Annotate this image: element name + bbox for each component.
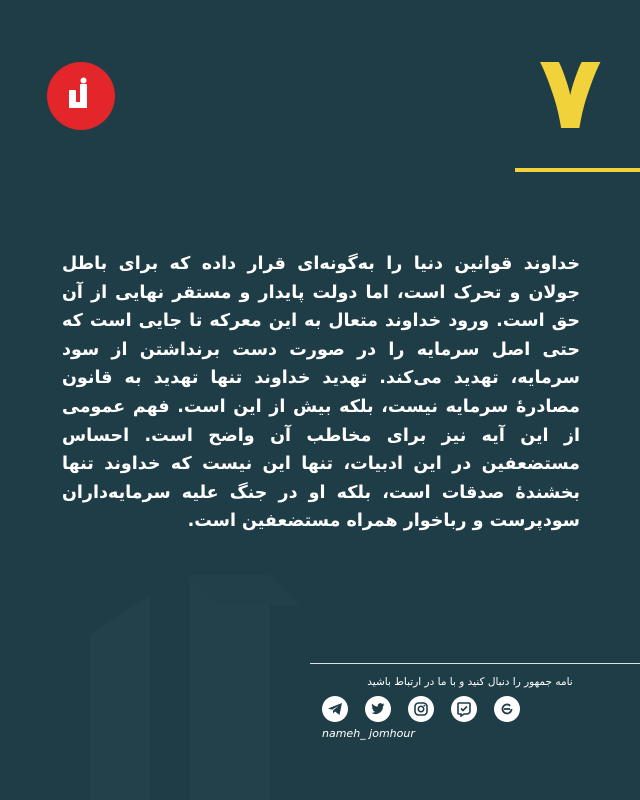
instagram-icon[interactable] — [408, 696, 434, 722]
follow-us-text: نامه جمهور را دنبال کنید و با ما در ارتباط باشید — [367, 676, 573, 688]
telegram-icon[interactable] — [322, 696, 348, 722]
social-icons-row — [322, 696, 520, 722]
post-body-text: خداوند قوانین دنیا را به‌گونه‌ای قرار داده که برای باطل جولان و تحرک است، اما دولت پایدار و مستقر نهایی از آن حق است. ورود خداوند متعال به این معرکه تا جایی است که حتی اصل سرمایه را در صورت دست برنداشتن از سود سرمایه، تهدید می‌کند. تهدید خداوند تنها تهدید به قانون مصادرۀ سرمایه نیست، بلکه بیش از این است. فهم عمومی از این آیه نیز برای مخاطب آن واضح است. احساس مستضعفین در این ادبیات، تنها این نیست که خداوند تنها بخشندۀ صدقات است، بلکه او در جنگ علیه سرمایه‌داران سودپرست و رباخوار همراه مستضعفین است. — [62, 254, 580, 532]
background-watermark-shape — [70, 575, 300, 800]
footer-divider — [310, 663, 640, 664]
brand-logo — [47, 62, 115, 130]
number-underline — [515, 168, 640, 172]
twitter-icon[interactable] — [365, 696, 391, 722]
account-handle: nameh_ jomhour — [322, 727, 415, 740]
eitaa-icon[interactable] — [451, 696, 477, 722]
rubika-icon[interactable] — [494, 696, 520, 722]
post-number: ۷ — [538, 31, 602, 153]
logo-mark-icon — [61, 76, 101, 116]
